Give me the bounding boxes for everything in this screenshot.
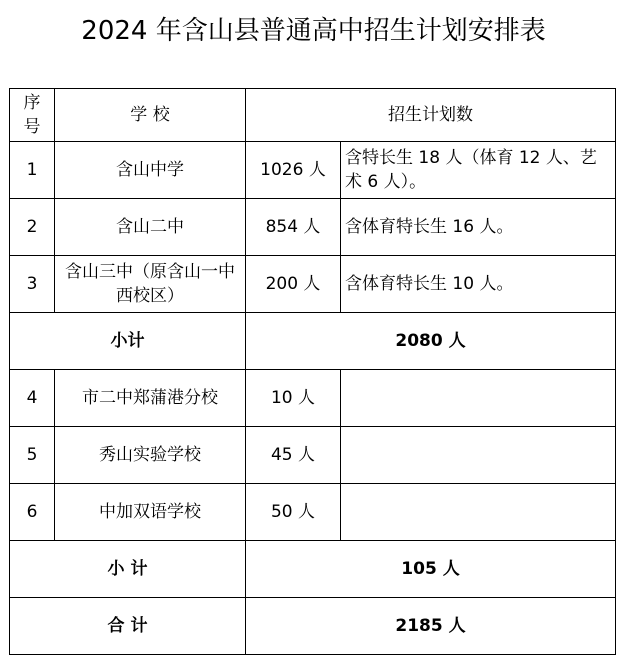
table-row [10, 484, 616, 541]
row-count: 45 人 [246, 427, 341, 484]
subtotal-row [10, 313, 616, 370]
row-count: 50 人 [246, 484, 341, 541]
row-seq: 1 [10, 142, 55, 199]
header-school: 学 校 [55, 89, 246, 142]
enrollment-plan-table [9, 88, 616, 655]
table-row [10, 199, 616, 256]
row-seq: 5 [10, 427, 55, 484]
page-title: 2024 年含山县普通高中招生计划安排表 [81, 16, 546, 46]
row-note [341, 370, 616, 427]
row-note: 含体育特长生 10 人。 [341, 256, 616, 313]
subtotal-label: 小计 [10, 313, 246, 370]
row-school: 含山二中 [55, 199, 246, 256]
subtotal-label: 小 计 [10, 541, 246, 598]
subtotal-value: 2080 人 [246, 313, 616, 370]
row-count: 854 人 [246, 199, 341, 256]
total-label: 合 计 [10, 598, 246, 655]
subtotal-value: 105 人 [246, 541, 616, 598]
table-row [10, 256, 616, 313]
row-note: 含体育特长生 16 人。 [341, 199, 616, 256]
row-seq: 6 [10, 484, 55, 541]
row-count: 1026 人 [246, 142, 341, 199]
header-seq-line2: 号 [23, 117, 41, 137]
row-seq: 4 [10, 370, 55, 427]
row-seq: 3 [10, 256, 55, 313]
table-row [10, 142, 616, 199]
row-note [341, 484, 616, 541]
table-header-row [10, 89, 616, 142]
row-count: 200 人 [246, 256, 341, 313]
table-row [10, 370, 616, 427]
row-seq: 2 [10, 199, 55, 256]
row-note: 含特长生 18 人（体育 12 人、艺术 6 人）。 [341, 142, 616, 199]
total-value: 2185 人 [246, 598, 616, 655]
header-seq [10, 89, 55, 142]
table-row [10, 427, 616, 484]
row-school: 含山中学 [55, 142, 246, 199]
total-row [10, 598, 616, 655]
row-school: 中加双语学校 [55, 484, 246, 541]
row-school: 秀山实验学校 [55, 427, 246, 484]
row-school: 市二中郑蒲港分校 [55, 370, 246, 427]
row-count: 10 人 [246, 370, 341, 427]
row-school: 含山三中（原含山一中西校区） [55, 256, 246, 313]
header-seq-line1: 序 [23, 93, 41, 113]
subtotal-row [10, 541, 616, 598]
row-note [341, 427, 616, 484]
header-plan: 招生计划数 [246, 89, 616, 142]
